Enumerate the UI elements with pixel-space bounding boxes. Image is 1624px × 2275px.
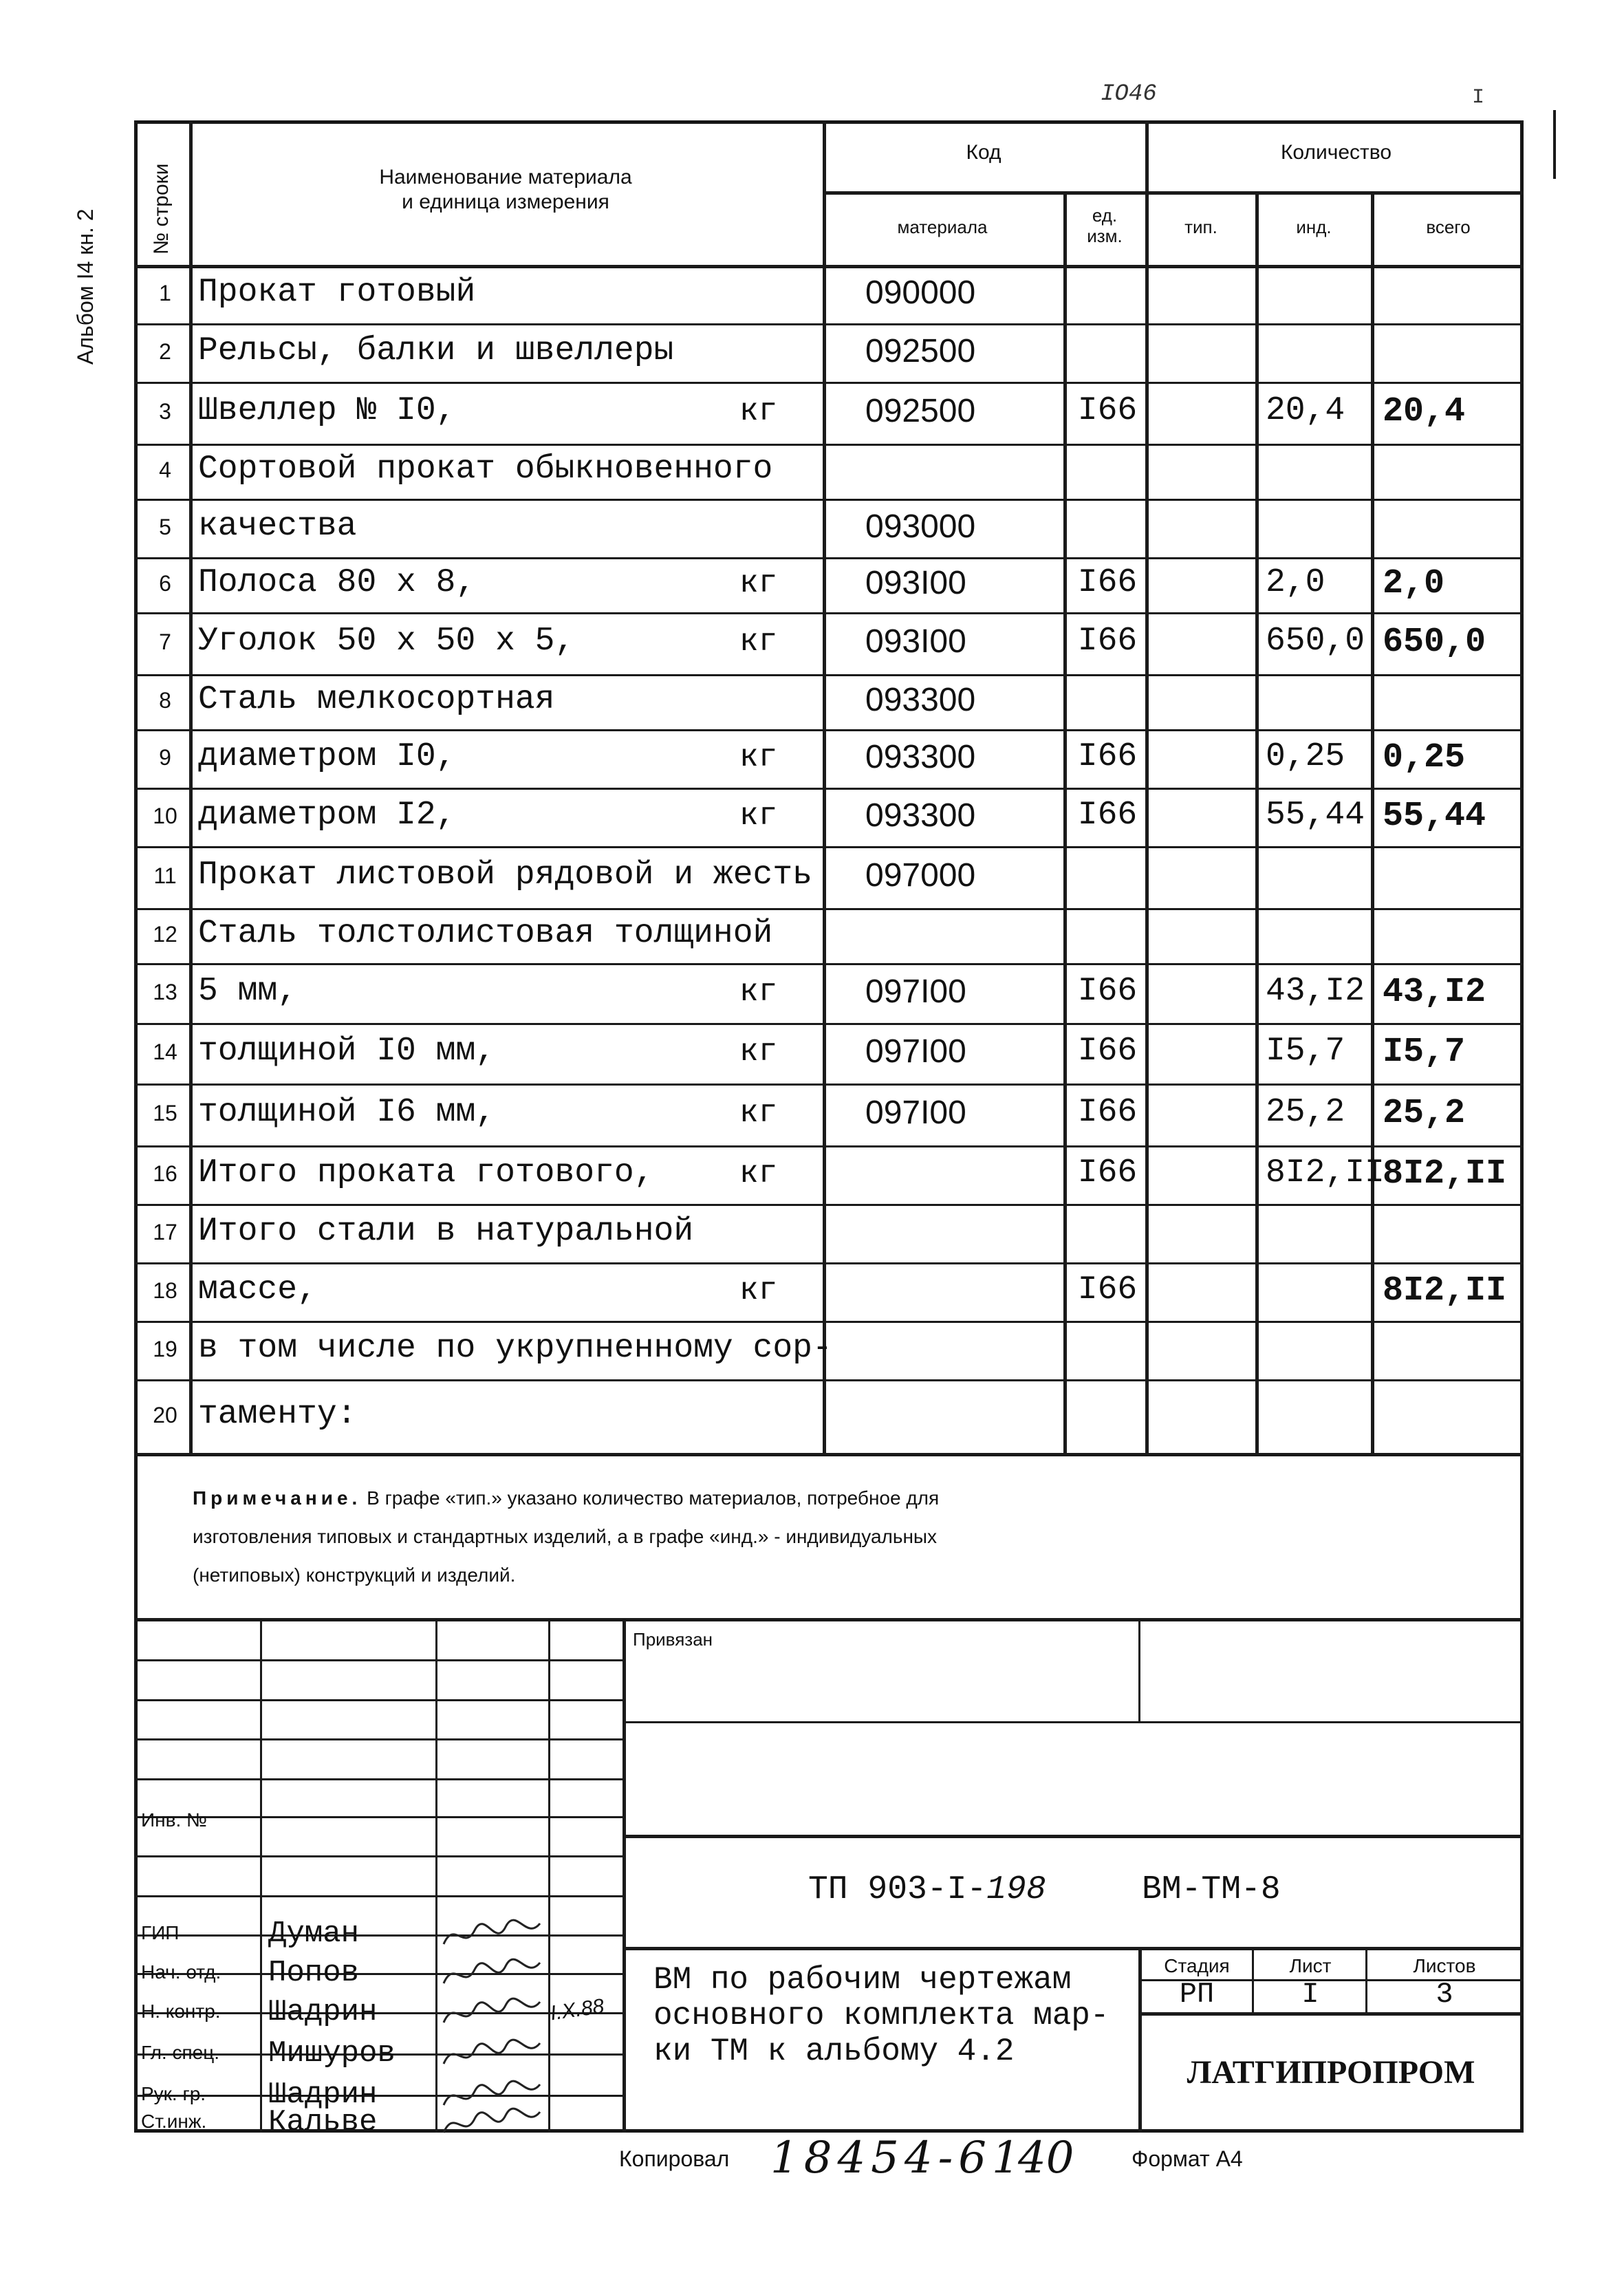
material-code: 097I00 [865,1095,966,1131]
qty-ind: 55,44 [1266,796,1365,834]
qty-ind: 2,0 [1266,564,1325,601]
top-mark-right: I [1472,86,1485,109]
sheet-value: I [1301,1978,1319,2011]
header-mid-line [823,191,1524,195]
doc-code-handwritten: 198 [986,1871,1046,1908]
signer-role: Нач. отд. [141,1961,221,1983]
qty-ind: I5,7 [1266,1033,1345,1070]
row-separator [134,908,1524,910]
material-name: Уголок 50 х 50 х 5, [198,623,575,660]
material-unit: кг [739,393,778,429]
material-code: 092500 [865,332,976,369]
unit-code: I66 [1077,796,1138,834]
material-name: толщиной I6 мм, [198,1094,496,1131]
col-line-tip [1255,191,1259,1455]
unit-code: I66 [1077,1094,1138,1131]
header-code-material: материала [897,217,988,237]
row-number: 20 [153,1402,177,1427]
material-code: 092500 [865,393,976,429]
material-unit: кг [739,624,778,660]
document-mark: ВМ-ТМ-8 [1142,1871,1281,1908]
header-row-number [150,163,173,255]
row-number: 11 [153,863,177,888]
note-prefix: Примечание. [193,1487,362,1509]
right-edge-line [1553,110,1556,179]
date-mark: I.X.88 [549,1994,606,2025]
material-code: 093000 [865,508,976,545]
row-number: 1 [159,280,171,305]
col-line-code [1063,191,1067,1455]
material-name: диаметром I2, [198,796,456,834]
material-code: 097I00 [865,1033,966,1070]
material-code: 097I00 [865,973,966,1010]
unit-code: I66 [1077,564,1138,601]
material-name: толщиной I0 мм, [198,1033,496,1070]
material-name: Прокат готовый [198,273,476,311]
material-unit: кг [739,973,778,1010]
qty-total: 8I2,II [1383,1154,1507,1194]
material-name: в том числе по укрупненному сор- [198,1329,832,1367]
qty-ind: 8I2,II [1266,1154,1385,1192]
qty-total: 55,44 [1383,796,1486,836]
row-number: 14 [153,1039,177,1064]
header-name: Наименование материала и единица измерения [379,166,632,213]
copied-number: 18454-61 [770,2133,1026,2184]
header-qty-ind: инд. [1296,217,1332,237]
stamp-row-line [134,1738,624,1740]
stamp-row-line [134,1816,624,1818]
row-separator [134,1204,1524,1206]
sheets-value: 3 [1436,1978,1453,2011]
qty-total: 8I2,II [1383,1271,1507,1311]
signer-name: Шадрин [268,2078,378,2112]
row-number: 5 [159,514,171,539]
qty-total: 43,I2 [1383,972,1486,1012]
material-name: Итого стали в натуральной [198,1212,694,1250]
row-separator [134,1023,1524,1025]
material-name: массе, [198,1271,317,1308]
row-number: 8 [159,688,171,713]
material-name: Итого проката готового, [198,1154,654,1192]
row-number: 18 [153,1277,177,1303]
unit-code: I66 [1077,1271,1138,1308]
qty-ind: 0,25 [1266,737,1345,775]
material-name: 5 мм, [198,972,298,1010]
material-code: 093I00 [865,623,966,660]
row-number: 17 [153,1219,177,1244]
material-name: Сталь толстолистовая толщиной [198,915,773,952]
row-separator [134,382,1524,384]
row-separator [134,499,1524,501]
row-separator [134,557,1524,559]
stamp-top-line [134,1618,1524,1621]
note-top-line [134,1453,1524,1456]
material-name: Полоса 80 х 8, [198,564,476,601]
material-unit: кг [739,739,778,775]
material-code: 097000 [865,857,976,894]
qty-ind: 20,4 [1266,392,1345,429]
unit-code: I66 [1077,623,1138,660]
stamp-row-line [134,1778,624,1780]
note-text-2: изготовления типовых и стандартных изделий, а в графе «инд.» - индивидуальных [193,1526,938,1547]
material-code: 093300 [865,738,976,775]
format-label: Формат А4 [1132,2146,1243,2171]
stamp-row-line [134,1895,624,1897]
note-text-1: В графе «тип.» указано количество материалов, потребное для [361,1487,940,1509]
unit-code: I66 [1077,1033,1138,1070]
stamp-row-line [134,1659,624,1661]
album-side-label [73,208,98,365]
qty-ind: 650,0 [1266,623,1365,660]
material-name: качества [198,507,357,545]
doc-code-prefix: ТП 903-I- [808,1871,987,1908]
title-line-2: основного комплекта мар- [653,1998,1109,2034]
organization-name: ЛАТГИПРОПРОМ [1187,2054,1475,2091]
qty-total: 20,4 [1383,392,1466,431]
unit-code: I66 [1077,972,1138,1010]
row-separator [134,1083,1524,1086]
stage-value: РП [1179,1978,1215,2011]
row-separator [134,323,1524,325]
sheet-label: Лист [1289,1955,1332,1976]
title-line-1: ВМ по рабочим чертежам [653,1962,1072,1998]
signer-name: Шадрин [268,1995,378,2029]
row-number: 9 [159,744,171,770]
row-number: 2 [159,338,171,364]
row-separator [134,1262,1524,1264]
privyazan-label: Привязан [633,1629,713,1650]
header-quantity: Количество [1280,141,1392,164]
material-name: Рельсы, балки и швеллеры [198,332,674,369]
row-separator [134,612,1524,614]
signer-name: Думан [268,1917,360,1951]
signer-name: Попов [268,1956,360,1990]
stamp-row-line [134,2095,624,2097]
qty-ind: 43,I2 [1266,972,1365,1010]
album-label-text: Альбом I4 кн. 2 [73,208,98,365]
material-name: Сортовой прокат обыкновенного [198,451,773,488]
row-separator [134,444,1524,446]
material-unit: кг [739,797,778,834]
document-title [653,1962,1109,2069]
row-separator [134,788,1524,790]
row-separator [134,846,1524,848]
material-name: Сталь мелкосортная [198,681,555,718]
material-name: таменту: [198,1395,357,1433]
privyazan-bottom [622,1721,1524,1723]
header-qty-tip: тип. [1184,217,1217,237]
inv-no-label: Инв. № [141,1809,208,1831]
code-bottom-line [622,1947,1524,1950]
row-separator [134,729,1524,731]
note-text-3: (нетиповых) конструкций и изделий. [193,1564,516,1586]
row-number: 13 [153,979,177,1004]
stamp-row-line [134,1699,624,1701]
row-number: 16 [153,1161,177,1186]
row-number: 4 [159,457,171,482]
signature-scribble [440,2105,543,2143]
unit-code: I66 [1077,737,1138,775]
row-number: 15 [153,1101,177,1125]
row-number: 10 [153,803,177,828]
privyazan-divider [1138,1618,1140,1721]
unit-code: I66 [1077,1154,1138,1192]
stamp-row-line [134,1855,624,1857]
material-unit: кг [739,1095,778,1131]
header-code: Код [966,141,1002,164]
row-number: 12 [153,922,177,947]
signature-scribble [440,1917,543,1954]
qty-total: 0,25 [1383,737,1466,777]
sheets-label: Листов [1413,1955,1476,1976]
row-separator [134,1321,1524,1323]
signer-role: Ст.инж. [141,2111,207,2132]
row-separator [134,1379,1524,1381]
header-bottom-line [134,265,1524,268]
material-unit: кг [739,1034,778,1070]
signature-scribble [440,1995,543,2033]
signer-name: Кальве [268,2105,378,2139]
material-unit: кг [739,565,778,601]
top-mark-left: IO46 [1101,81,1157,107]
signer-role: ГИП [141,1922,180,1943]
material-name: Швеллер № I0, [198,392,456,429]
row-separator [134,674,1524,676]
qty-total: I5,7 [1383,1033,1466,1072]
material-name: диаметром I0, [198,737,456,775]
signer-role: Рук. гр. [141,2083,206,2104]
row-separator [134,1145,1524,1147]
note-line-1 [193,1479,1486,1518]
material-code: 093I00 [865,565,966,601]
qty-ind: 25,2 [1266,1094,1345,1131]
row-number: 3 [159,399,171,424]
stage-label: Стадия [1164,1955,1230,1976]
signature-scribble [440,1956,543,1994]
qty-total: 650,0 [1383,623,1486,662]
signature-scribble [440,2036,543,2074]
material-unit: кг [739,1272,778,1308]
signer-role: Гл. спец. [141,2042,220,2063]
copied-extra: 40 [1018,2133,1074,2184]
signer-role: Н. контр. [141,2001,221,2022]
qty-total: 2,0 [1383,564,1445,603]
col-line-ind [1371,191,1374,1455]
stage-bottom-line [1138,2012,1524,2016]
note-block [193,1479,1486,1595]
header-code-unit: ед. изм. [1087,205,1123,246]
header-row-number-text: № строки [150,163,173,255]
material-name: Прокат листовой рядовой и жесть [198,856,812,894]
qty-total: 25,2 [1383,1094,1466,1133]
signer-name: Мишуров [268,2036,396,2071]
material-code: 093300 [865,797,976,834]
header-qty-total: всего [1426,217,1471,237]
document-code [808,1871,1046,1908]
row-number: 19 [153,1336,177,1361]
code-top-line [622,1835,1524,1838]
stamp-row-line [134,1934,624,1937]
row-number: 6 [159,571,171,596]
row-separator [134,963,1524,965]
unit-code: I66 [1077,392,1138,429]
material-code: 090000 [865,274,976,311]
material-code: 093300 [865,682,976,718]
material-unit: кг [739,1155,778,1192]
row-number: 7 [159,629,171,654]
title-line-3: ки ТМ к альбому 4.2 [653,2034,1015,2069]
copied-label: Копировал [619,2146,730,2171]
